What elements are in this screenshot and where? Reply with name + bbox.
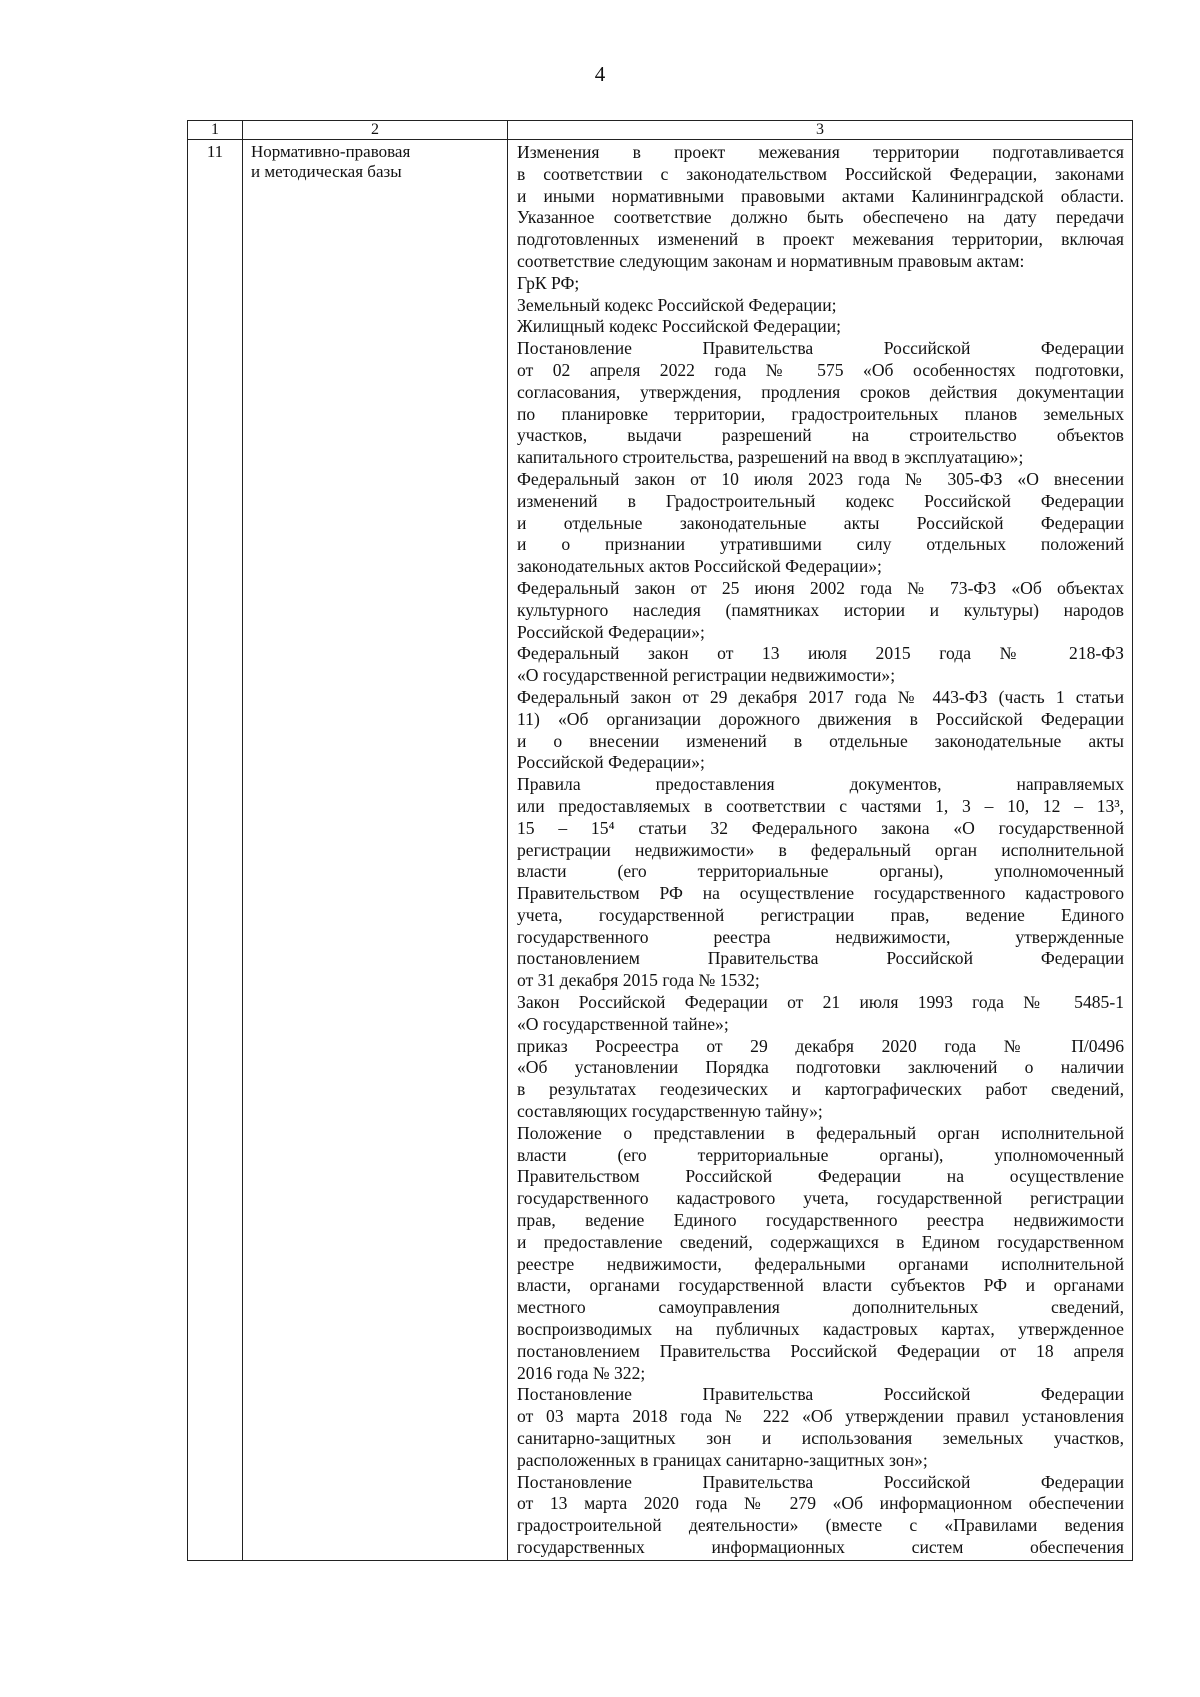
content-paragraph [517, 1472, 1124, 1559]
page-number: 4 [594, 62, 606, 86]
content-paragraph [517, 316, 1124, 338]
content-line: изменений в Градостроительный кодекс Российской Федерации [517, 490, 1124, 511]
content-line: или предоставляемых в соответствии с частями 1, 3 – 10, 12 – 13³, [517, 795, 1124, 816]
row-name-line: и методическая базы [251, 162, 402, 181]
content-line: и о внесении изменений в отдельные законодательные акты [517, 730, 1124, 751]
content-line: «О государственной тайне»; [517, 1013, 729, 1034]
content-line: Изменения в проект межевания территории подготавливается [517, 142, 1124, 162]
content-line: власти (его территориальные органы), уполномоченный [517, 861, 1124, 882]
content-paragraph [517, 273, 1124, 295]
content-line: власти, органами государственной власти субъектов РФ и органами [517, 1275, 1124, 1296]
content-paragraph [517, 1123, 1124, 1385]
content-line: власти (его территориальные органы), уполномоченный [517, 1144, 1124, 1165]
content-line: культурного наследия (памятниках истории и культуры) народов [517, 599, 1124, 620]
row-content [508, 140, 1133, 1561]
content-line: градостроительной деятельности» (вместе с «Правилами ведения [517, 1515, 1124, 1536]
content-line: от 13 марта 2020 года № 279 «Об информационном обеспечении [517, 1493, 1124, 1514]
content-line: «О государственной регистрации недвижимости»; [517, 665, 896, 686]
content-line: расположенных в границах санитарно-защитных зон»; [517, 1449, 928, 1470]
column-header-name: 2 [243, 121, 508, 140]
content-paragraph [517, 643, 1124, 687]
content-line: Правительством Российской Федерации на осуществление [517, 1166, 1124, 1187]
row-name [243, 140, 508, 1561]
content-line: Закон Российской Федерации от 21 июля 1993 года № 5485-1 [517, 992, 1124, 1013]
content-line: государственных информационных систем обеспечения [517, 1537, 1124, 1557]
content-line: Федеральный закон от 10 июля 2023 года № 305-ФЗ «О внесении [517, 468, 1124, 489]
content-paragraph [517, 992, 1124, 1036]
content-line: и иными нормативными правовыми актами Калининградской области. [517, 185, 1124, 206]
content-line: в соответствии с законодательством Российской Федерации, законами [517, 163, 1124, 184]
content-line: ГрК РФ; [517, 272, 580, 293]
content-paragraph [517, 469, 1124, 578]
content-line: Постановление Правительства Российской Федерации [517, 1471, 1124, 1492]
content-line: Постановление Правительства Российской Федерации [517, 338, 1124, 359]
content-paragraph [517, 295, 1124, 317]
content-paragraph [517, 687, 1124, 774]
content-line: «Об установлении Порядка подготовки заключений о наличии [517, 1057, 1124, 1078]
content-line: государственного кадастрового учета, государственной регистрации [517, 1188, 1124, 1209]
content-line: и о признании утратившими силу отдельных положений [517, 534, 1124, 555]
content-line: Российской Федерации»; [517, 752, 705, 773]
content-line: капитального строительства, разрешений на ввод в эксплуатацию»; [517, 447, 1024, 468]
row-number: 11 [188, 140, 243, 1561]
content-line: постановлением Правительства Российской Федерации [517, 948, 1124, 969]
content-paragraph [517, 578, 1124, 643]
content-line: воспроизводимых на публичных кадастровых картах, утвержденное [517, 1319, 1124, 1340]
content-paragraph [517, 142, 1124, 273]
content-line: Правительством РФ на осуществление государственного кадастрового [517, 883, 1124, 904]
table-header-row [188, 121, 1133, 140]
content-line: Земельный кодекс Российской Федерации; [517, 294, 837, 315]
content-line: регистрации недвижимости» в федеральный орган исполнительной [517, 839, 1124, 860]
content-line: Жилищный кодекс Российской Федерации; [517, 316, 842, 337]
content-line: по планировке территории, градостроительных планов земельных [517, 403, 1124, 424]
content-line: государственного реестра недвижимости, утвержденные [517, 926, 1124, 947]
content-line: Положение о представлении в федеральный орган исполнительной [517, 1122, 1124, 1143]
content-line: Постановление Правительства Российской Федерации [517, 1384, 1124, 1405]
content-line: 11) «Об организации дорожного движения в Российской Федерации [517, 708, 1124, 729]
content-line: и отдельные законодательные акты Российской Федерации [517, 512, 1124, 533]
content-line: законодательных актов Российской Федерации»; [517, 556, 882, 577]
content-line: от 03 марта 2018 года № 222 «Об утверждении правил установления [517, 1406, 1124, 1427]
content-paragraph [517, 338, 1124, 469]
content-line: Правила предоставления документов, направляемых [517, 774, 1124, 795]
content-line: Указанное соответствие должно быть обеспечено на дату передачи [517, 207, 1124, 228]
content-line: от 02 апреля 2022 года № 575 «Об особенностях подготовки, [517, 359, 1124, 380]
content-line: Федеральный закон от 25 июня 2002 года № 73-ФЗ «Об объектах [517, 577, 1124, 598]
content-paragraph [517, 1036, 1124, 1123]
content-line: составляющих государственную тайну»; [517, 1101, 823, 1122]
content-paragraph [517, 774, 1124, 992]
content-line: приказ Росреестра от 29 декабря 2020 года № П/0496 [517, 1035, 1124, 1056]
content-line: 2016 года № 322; [517, 1362, 646, 1383]
content-line: Федеральный закон от 29 декабря 2017 года № 443-ФЗ (часть 1 статьи [517, 686, 1124, 707]
content-line: Российской Федерации»; [517, 621, 705, 642]
content-line: участков, выдачи разрешений на строительство объектов [517, 425, 1124, 446]
content-line: постановлением Правительства Российской Федерации от 18 апреля [517, 1340, 1124, 1361]
content-line: местного самоуправления дополнительных сведений, [517, 1297, 1124, 1318]
content-line: согласования, утверждения, продления сроков действия документации [517, 381, 1124, 402]
content-line: реестре недвижимости, федеральными органами исполнительной [517, 1253, 1124, 1274]
content-line: подготовленных изменений в проект межевания территории, включая [517, 229, 1124, 250]
content-line: прав, ведение Единого государственного реестра недвижимости [517, 1210, 1124, 1231]
content-line: учета, государственной регистрации прав, ведение Единого [517, 904, 1124, 925]
table-row [188, 140, 1133, 1561]
content-line: от 31 декабря 2015 года № 1532; [517, 970, 760, 991]
content-line: и предоставление сведений, содержащихся в Едином государственном [517, 1231, 1124, 1252]
content-line: санитарно-защитных зон и использования земельных участков, [517, 1428, 1124, 1449]
content-paragraph [517, 1384, 1124, 1471]
column-header-content: 3 [508, 121, 1133, 140]
requirements-table [187, 120, 1133, 1561]
column-header-number: 1 [188, 121, 243, 140]
content-line: Федеральный закон от 13 июля 2015 года № 218-ФЗ [517, 643, 1124, 664]
content-line: 15 – 15⁴ статьи 32 Федерального закона «О государственной [517, 817, 1124, 838]
content-line: соответствие следующим законам и нормативным правовым актам: [517, 250, 1025, 271]
content-line: в результатах геодезических и картографических работ сведений, [517, 1079, 1124, 1100]
row-name-line: Нормативно-правовая [251, 142, 411, 161]
